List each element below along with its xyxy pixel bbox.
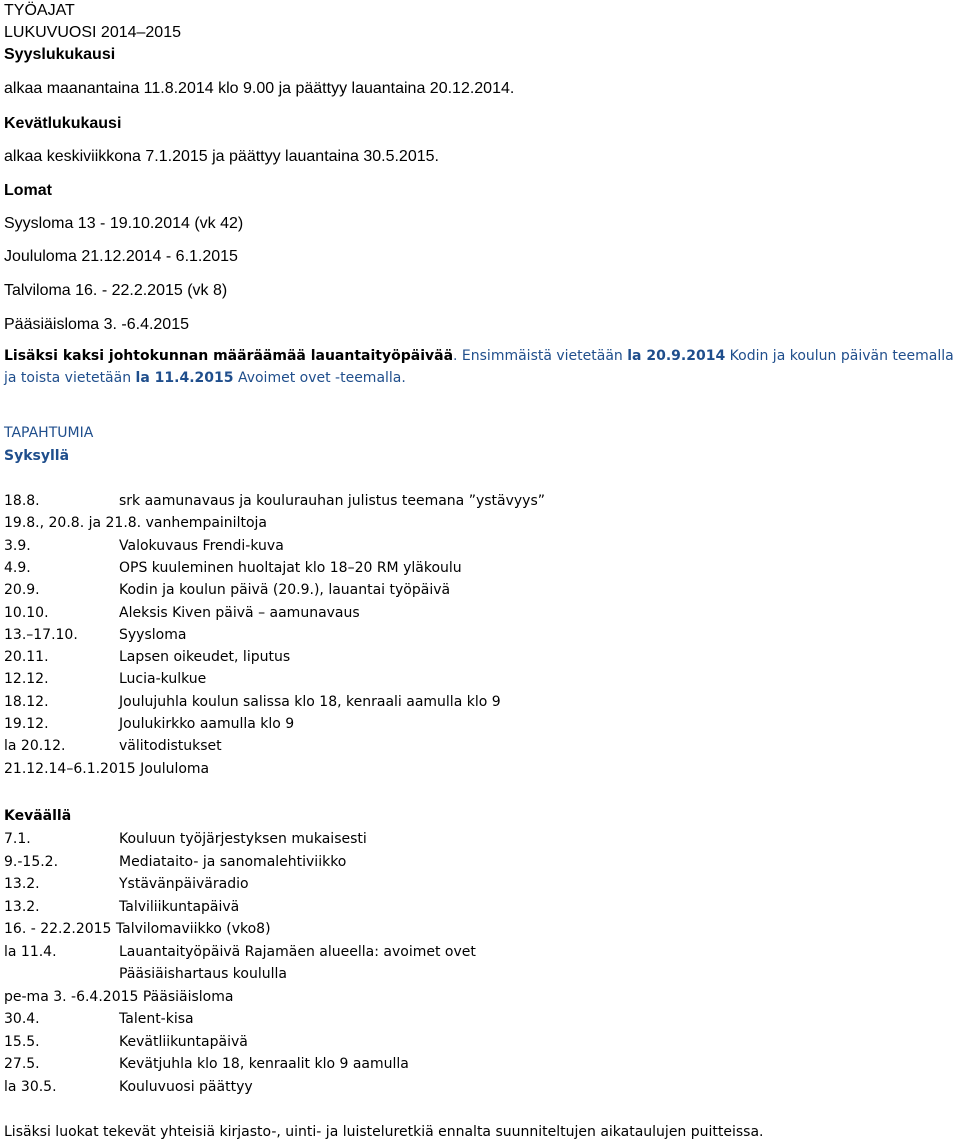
event-description: Pääsiäishartaus koululla [119,966,287,982]
event-description: Valokuvaus Frendi-kuva [119,537,284,554]
event-description: Kouluun työjärjestyksen mukaisesti [119,831,367,847]
holiday-item: Pääsiäisloma 3. -6.4.2015 [4,316,189,333]
autumn-term-text: alkaa maanantaina 11.8.2014 klo 9.00 ja päättyy lauantaina 20.12.2014. [4,80,515,97]
event-date: 13.2. [4,876,40,892]
saturday-date-1: la 20.9.2014 [627,348,726,364]
event-row [4,966,287,982]
doc-title: TYÖAJAT [4,2,75,19]
event-description: Aleksis Kiven päivä – aamunavaus [119,604,360,621]
event-date: la 11.4. [4,943,57,960]
event-date: 13.2. [4,898,40,915]
event-description: Talviliikuntapäivä [119,898,240,915]
event-date: 20.11. [4,649,49,666]
event-row [4,1034,248,1050]
event-row [4,582,450,598]
event-description: Kevätliikuntapäivä [119,1033,248,1050]
event-description: Kouluvuosi päättyy [119,1078,253,1095]
event-description: srk aamunavaus ja koulurauhan julistus teemana ”ystävyys” [119,493,546,509]
holiday-item: Joululoma 21.12.2014 - 6.1.2015 [4,248,238,265]
footer-note: Lisäksi luokat tekevät yhteisiä kirjasto-, uinti- ja luisteluretkiä ennalta suunniteltujen aikataulujen puitteissa. [4,1124,764,1140]
event-date: 18.8. [4,493,40,509]
saturday-theme-2: Avoimet ovet -teemalla. [233,370,406,386]
saturday-theme-1: Kodin ja koulun päivän teemalla [725,348,954,364]
event-description: Joulujuhla koulun salissa klo 18, kenraali aamulla klo 9 [119,693,501,710]
event-description: Syysloma [119,626,187,643]
event-date: 9.-15.2. [4,853,59,870]
event-row [4,671,206,687]
saturday-workdays-text: . Ensimmäistä vietetään [453,348,628,364]
autumn-events-heading: Syksyllä [4,448,70,464]
event-row [4,989,233,1005]
event-row [4,538,284,554]
event-row [4,738,222,754]
event-date: 7.1. [4,831,31,847]
saturday-workdays-text-2: ja toista vietetään [4,370,136,386]
school-year: LUKUVUOSI 2014–2015 [4,24,181,41]
event-row [4,899,239,915]
event-description: Lauantaityöpäivä Rajamäen alueella: avoimet ovet [119,943,476,960]
event-date: 21.12.14–6.1.2015 Joululoma [4,760,210,777]
event-row [4,876,249,892]
event-row [4,605,360,621]
event-description: Mediataito- ja sanomalehtiviikko [119,853,347,870]
event-date: 4.9. [4,559,31,576]
event-date: 10.10. [4,604,49,621]
event-date: 19.8., 20.8. ja 21.8. vanhempainiltoja [4,515,267,532]
saturday-date-2: la 11.4.2015 [135,370,234,386]
event-date: la 30.5. [4,1078,57,1095]
event-date: 18.12. [4,693,49,710]
event-row [4,854,346,870]
event-row [4,627,186,643]
event-date: 12.12. [4,671,49,688]
spring-term-heading: Kevätlukukausi [4,115,122,132]
event-row [4,1056,409,1072]
event-date: 15.5. [4,1033,40,1050]
event-row [4,515,267,531]
event-row [4,1079,253,1095]
event-row [4,649,290,665]
event-description: Ystävänpäiväradio [119,876,249,892]
event-row [4,921,271,937]
spring-term-text: alkaa keskiviikkona 7.1.2015 ja päättyy lauantaina 30.5.2015. [4,148,439,165]
event-date: la 20.12. [4,738,66,755]
holidays-heading: Lomat [4,182,52,199]
event-row [4,694,501,710]
event-date: 19.12. [4,716,49,732]
event-description: Lucia-kulkue [119,671,207,688]
event-date: pe-ma 3. -6.4.2015 Pääsiäisloma [4,988,234,1005]
holiday-item: Talviloma 16. - 22.2.2015 (vk 8) [4,282,228,299]
event-row [4,944,476,960]
event-row [4,493,545,509]
event-date: 20.9. [4,582,40,599]
event-row [4,560,462,576]
event-date: 27.5. [4,1056,40,1072]
event-row [4,761,209,777]
event-row [4,831,367,847]
event-description: Kodin ja koulun päivä (20.9.), lauantai työpäivä [119,582,451,599]
autumn-term-heading: Syyslukukausi [4,46,116,63]
event-row [4,716,294,732]
event-description: Lapsen oikeudet, liputus [119,649,291,666]
event-date: 13.–17.10. [4,626,78,643]
event-description: välitodistukset [119,738,222,755]
event-date: 3.9. [4,537,31,554]
saturday-workdays-line-2 [4,370,406,386]
event-description: Kevätjuhla klo 18, kenraalit klo 9 aamulla [119,1056,409,1072]
events-heading: TAPAHTUMIA [4,425,94,441]
saturday-workdays-line-1 [4,348,954,364]
saturday-workdays-lead: Lisäksi kaksi johtokunnan määräämää lauantaityöpäivää [4,348,454,364]
event-description: OPS kuuleminen huoltajat klo 18–20 RM yläkoulu [119,559,462,576]
event-date: 16. - 22.2.2015 Talvilomaviikko (vko8) [4,921,271,937]
event-row [4,1011,194,1027]
event-description: Talent-kisa [119,1011,194,1027]
event-description: Joulukirkko aamulla klo 9 [119,716,295,732]
spring-events-heading: Keväällä [4,808,72,824]
event-date: 30.4. [4,1011,40,1027]
holiday-item: Syysloma 13 - 19.10.2014 (vk 42) [4,215,244,232]
